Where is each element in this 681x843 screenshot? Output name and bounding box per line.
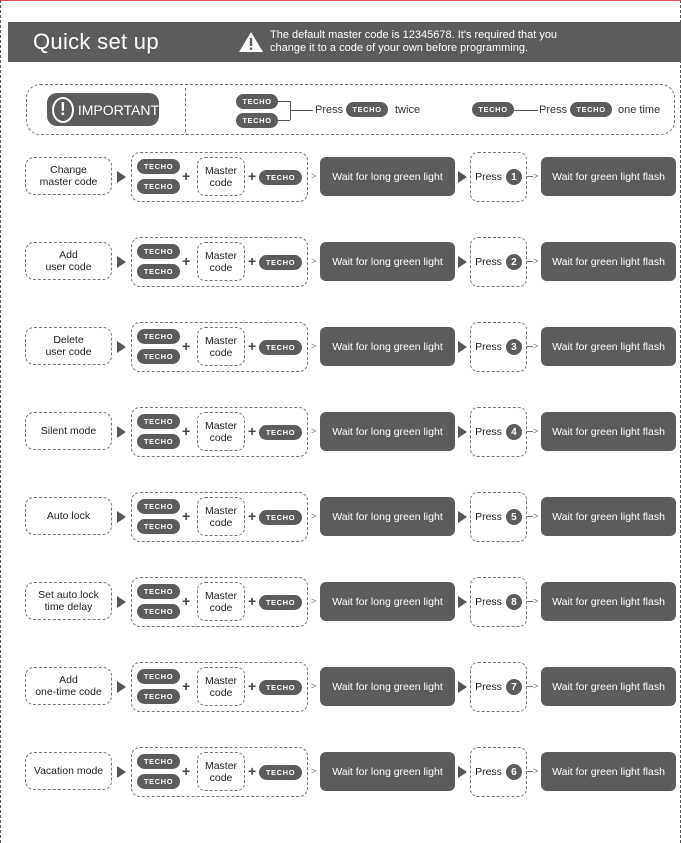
press-number-box xyxy=(470,747,527,797)
number-badge: 4 xyxy=(506,424,522,440)
master-code-box: Master code xyxy=(197,327,245,366)
keypad-button: TECHO xyxy=(137,604,180,619)
wait-flash-box: Wait for green light flash xyxy=(541,497,676,536)
press-label: Press xyxy=(475,426,502,438)
arrow-icon xyxy=(117,766,126,778)
master-code-box: Master code xyxy=(197,667,245,706)
instruction-row xyxy=(0,492,681,542)
bracket-bottom xyxy=(278,120,290,121)
legend-twice-label: twice xyxy=(395,104,421,116)
arrow-icon xyxy=(458,681,467,693)
keypad-button: TECHO xyxy=(259,255,302,270)
number-badge: 8 xyxy=(506,594,522,610)
legend-button-single: TECHO xyxy=(472,102,514,117)
wait-flash-box: Wait for green light flash xyxy=(541,327,676,366)
keypad-button: TECHO xyxy=(137,499,180,514)
chevron-right-icon: > xyxy=(311,681,317,691)
plus-sign: + xyxy=(248,338,257,354)
keypad-button: TECHO xyxy=(137,179,180,194)
arrow-icon xyxy=(458,511,467,523)
keypad-button: TECHO xyxy=(259,680,302,695)
master-code-box: Master code xyxy=(197,157,245,196)
warning-icon xyxy=(238,31,264,53)
keypad-button: TECHO xyxy=(259,170,302,185)
chevron-right-icon: > xyxy=(311,596,317,606)
plus-sign: + xyxy=(182,593,191,609)
function-label: Add one-time code xyxy=(25,667,112,705)
plus-sign: + xyxy=(182,168,191,184)
arrow-icon xyxy=(117,681,126,693)
keypad-button: TECHO xyxy=(137,754,180,769)
arrow-icon xyxy=(458,596,467,608)
arrow-icon xyxy=(117,426,126,438)
arrow-icon xyxy=(458,426,467,438)
press-number-box xyxy=(470,322,527,372)
arrow-icon xyxy=(458,171,467,183)
wait-flash-box: Wait for green light flash xyxy=(541,667,676,706)
press-label: Press xyxy=(475,171,502,183)
note-line-2: change it to a code of your own before programming. xyxy=(270,42,529,54)
wait-long-green-box: Wait for long green light xyxy=(320,157,455,196)
press-label: Press xyxy=(475,681,502,693)
wait-flash-box: Wait for green light flash xyxy=(541,752,676,791)
legend-button-bottom: TECHO xyxy=(236,113,278,128)
keypad-button: TECHO xyxy=(137,329,180,344)
function-label: Set auto lock time delay xyxy=(25,582,112,620)
press-label: Press xyxy=(475,511,502,523)
legend-button-top: TECHO xyxy=(236,94,278,109)
wait-long-green-box: Wait for long green light xyxy=(320,497,455,536)
plus-sign: + xyxy=(182,678,191,694)
arrow-icon xyxy=(117,256,126,268)
plus-sign: + xyxy=(182,763,191,779)
wait-long-green-box: Wait for long green light xyxy=(320,667,455,706)
wait-long-green-box: Wait for long green light xyxy=(320,582,455,621)
number-badge: 1 xyxy=(506,169,522,185)
press-label: Press xyxy=(475,766,502,778)
important-badge xyxy=(47,93,159,126)
chevron-right-icon: > xyxy=(311,511,317,521)
keypad-button: TECHO xyxy=(259,425,302,440)
plus-sign: + xyxy=(248,508,257,524)
press-number-box xyxy=(470,407,527,457)
chevron-right-icon: > xyxy=(533,426,539,436)
plus-sign: + xyxy=(248,763,257,779)
master-code-box: Master code xyxy=(197,412,245,451)
header-bar xyxy=(8,22,681,62)
wait-flash-box: Wait for green light flash xyxy=(541,157,676,196)
arrow-icon xyxy=(117,596,126,608)
chevron-right-icon: > xyxy=(533,341,539,351)
bracket-connector xyxy=(290,110,313,111)
instruction-row xyxy=(0,662,681,712)
exclamation-icon: ! xyxy=(52,97,74,123)
legend-press-label-2: Press xyxy=(539,104,568,116)
legend-button-once: TECHO xyxy=(570,102,612,117)
wait-flash-box: Wait for green light flash xyxy=(541,412,676,451)
chevron-right-icon: > xyxy=(533,256,539,266)
arrow-icon xyxy=(458,341,467,353)
press-number-box xyxy=(470,237,527,287)
plus-sign: + xyxy=(248,253,257,269)
keypad-button: TECHO xyxy=(259,765,302,780)
keypad-button: TECHO xyxy=(137,159,180,174)
wait-long-green-box: Wait for long green light xyxy=(320,412,455,451)
keypad-button: TECHO xyxy=(137,519,180,534)
arrow-icon xyxy=(117,511,126,523)
function-label: Add user code xyxy=(25,242,112,280)
legend-single-connector xyxy=(514,110,538,111)
instruction-row xyxy=(0,152,681,202)
chevron-right-icon: > xyxy=(533,171,539,181)
legend-button-twice: TECHO xyxy=(346,102,388,117)
number-badge: 3 xyxy=(506,339,522,355)
plus-sign: + xyxy=(182,338,191,354)
function-label: Silent mode xyxy=(25,412,112,450)
instruction-row xyxy=(0,407,681,457)
instruction-row xyxy=(0,747,681,797)
keypad-button: TECHO xyxy=(259,510,302,525)
press-number-box xyxy=(470,492,527,542)
function-label: Change master code xyxy=(25,157,112,195)
master-code-box: Master code xyxy=(197,752,245,791)
wait-long-green-box: Wait for long green light xyxy=(320,242,455,281)
master-code-box: Master code xyxy=(197,242,245,281)
chevron-right-icon: > xyxy=(311,341,317,351)
chevron-right-icon: > xyxy=(311,256,317,266)
keypad-button: TECHO xyxy=(259,595,302,610)
keypad-button: TECHO xyxy=(137,349,180,364)
legend-one-time-label: one time xyxy=(618,104,661,116)
press-label: Press xyxy=(475,341,502,353)
keypad-button: TECHO xyxy=(137,244,180,259)
instruction-row xyxy=(0,237,681,287)
keypad-button: TECHO xyxy=(259,340,302,355)
arrow-icon xyxy=(458,256,467,268)
legend-divider xyxy=(185,88,186,132)
press-number-box xyxy=(470,662,527,712)
bracket-top xyxy=(278,101,290,102)
press-number-box xyxy=(470,577,527,627)
arrow-icon xyxy=(117,171,126,183)
keypad-button: TECHO xyxy=(137,434,180,449)
chevron-right-icon: > xyxy=(533,511,539,521)
wait-long-green-box: Wait for long green light xyxy=(320,752,455,791)
keypad-button: TECHO xyxy=(137,774,180,789)
page-title: Quick set up xyxy=(33,29,159,54)
number-badge: 7 xyxy=(506,679,522,695)
chevron-right-icon: > xyxy=(311,766,317,776)
function-label: Auto lock xyxy=(25,497,112,535)
plus-sign: + xyxy=(248,168,257,184)
wait-long-green-box: Wait for long green light xyxy=(320,327,455,366)
press-number-box xyxy=(470,152,527,202)
important-label: IMPORTANT xyxy=(77,101,159,118)
press-label: Press xyxy=(475,596,502,608)
number-badge: 6 xyxy=(506,764,522,780)
arrow-icon xyxy=(458,766,467,778)
wait-flash-box: Wait for green light flash xyxy=(541,242,676,281)
master-code-note xyxy=(270,29,557,55)
function-label: Vacation mode xyxy=(25,752,112,790)
instruction-row xyxy=(0,322,681,372)
arrow-icon xyxy=(117,341,126,353)
plus-sign: + xyxy=(182,423,191,439)
plus-sign: + xyxy=(182,253,191,269)
chevron-right-icon: > xyxy=(533,596,539,606)
keypad-button: TECHO xyxy=(137,584,180,599)
master-code-box: Master code xyxy=(197,497,245,536)
keypad-button: TECHO xyxy=(137,414,180,429)
plus-sign: + xyxy=(248,593,257,609)
chevron-right-icon: > xyxy=(533,681,539,691)
chevron-right-icon: > xyxy=(533,766,539,776)
keypad-button: TECHO xyxy=(137,669,180,684)
keypad-button: TECHO xyxy=(137,689,180,704)
legend-press-label: Press xyxy=(315,104,344,116)
keypad-button: TECHO xyxy=(137,264,180,279)
plus-sign: + xyxy=(248,423,257,439)
chevron-right-icon: > xyxy=(311,171,317,181)
instruction-row xyxy=(0,577,681,627)
function-label: Delete user code xyxy=(25,327,112,365)
master-code-box: Master code xyxy=(197,582,245,621)
wait-flash-box: Wait for green light flash xyxy=(541,582,676,621)
plus-sign: + xyxy=(182,508,191,524)
number-badge: 5 xyxy=(506,509,522,525)
plus-sign: + xyxy=(248,678,257,694)
press-label: Press xyxy=(475,256,502,268)
chevron-right-icon: > xyxy=(311,426,317,436)
number-badge: 2 xyxy=(506,254,522,270)
note-line-1: The default master code is 12345678. It's required that you xyxy=(270,29,558,41)
